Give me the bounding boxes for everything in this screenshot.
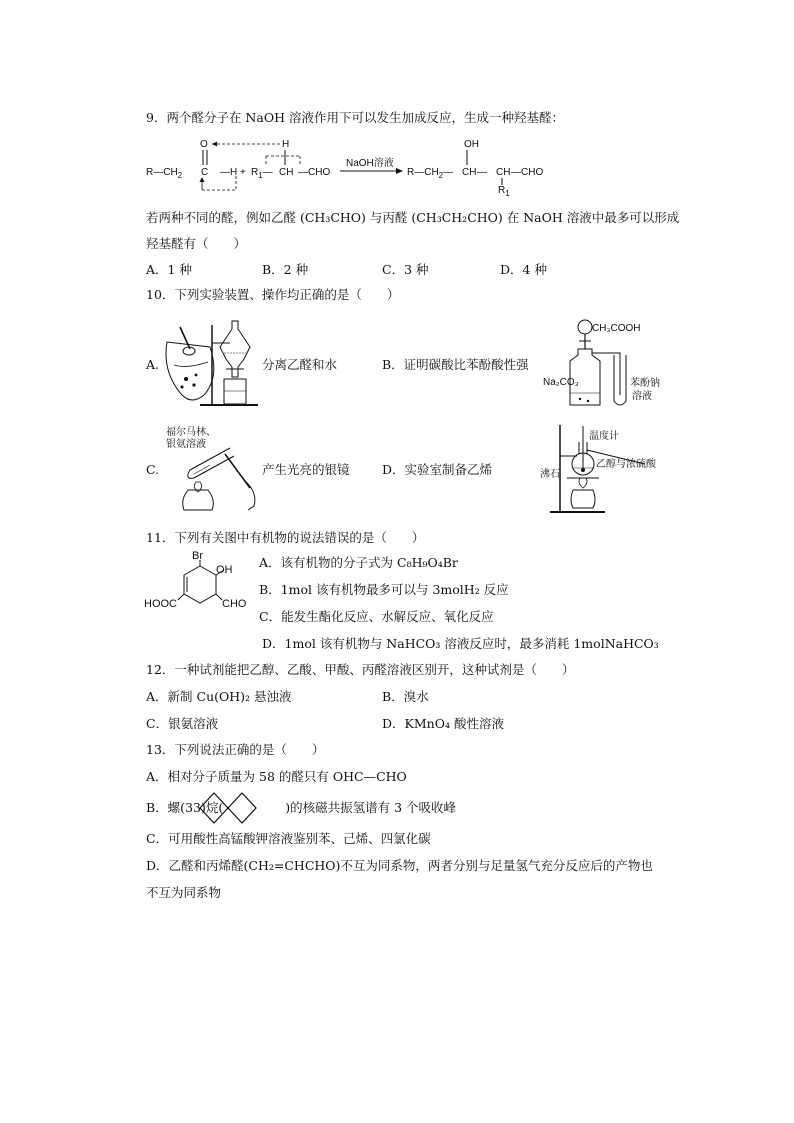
d-label-thermometer: 温度计 xyxy=(589,431,619,442)
spiro-compound-svg xyxy=(198,791,262,825)
alpha-h: H xyxy=(282,139,290,150)
q12-option-b[interactable]: B．溴水 xyxy=(382,689,429,704)
product-dash: — xyxy=(477,167,487,178)
product-ch2: CH xyxy=(496,167,511,178)
q10-stem: 10．下列实验装置、操作均正确的是（ ） xyxy=(146,287,400,302)
q13-option-d-line2: 不互为同系物 xyxy=(146,885,222,900)
q12-stem: 12．一种试剂能把乙醇、乙酸、甲酸、丙醛溶液区别开，这种试剂是（ ） xyxy=(146,662,575,677)
q11-option-b[interactable]: B．1mol 该有机物最多可以与 3molH₂ 反应 xyxy=(259,582,509,597)
q10-option-a-text: 分离乙醛和水 xyxy=(262,357,338,372)
b-label-ch3cooh: CH₃COOH xyxy=(592,323,641,334)
q11-option-a[interactable]: A．该有机物的分子式为 C₈H₉O₄Br xyxy=(259,555,458,570)
product-cho: —CHO xyxy=(511,167,544,178)
reagent-label: NaOH溶液 xyxy=(346,158,394,169)
c-label-reagent-2: 银氨溶液 xyxy=(166,439,206,450)
reactant-r: $R—CH_2$ xyxy=(146,167,183,180)
q9-text-line2: 羟基醛有（ ） xyxy=(146,236,247,251)
b-label-phenol-2: 溶液 xyxy=(632,391,652,402)
q13-option-b[interactable] xyxy=(146,800,456,816)
silver-mirror-illustration xyxy=(170,440,270,515)
q10-option-a-label[interactable]: A. xyxy=(146,357,160,372)
d-label-mixture: 乙醇与浓硫酸 xyxy=(596,459,656,470)
reactant-cho: —CHO xyxy=(298,167,331,178)
b-label-phenol: 苯酚钠 xyxy=(630,378,660,389)
q9-option-c[interactable]: C．3 种 xyxy=(382,262,429,277)
carbonyl-h: —H xyxy=(220,167,238,178)
q9-option-b[interactable]: B．2 种 xyxy=(262,262,309,277)
d-label-boiling-stone: 沸石 xyxy=(540,469,560,480)
q10-option-b[interactable]: B．证明碳酸比苯酚酸性强 xyxy=(382,357,529,372)
carbonyl-c: C xyxy=(201,167,209,178)
q13-option-b-prefix: B．螺(33)烷( xyxy=(146,800,224,815)
q9-stem: 9．两个醛分子在 NaOH 溶液作用下可以发生加成反应，生成一种羟基醛： xyxy=(146,110,564,125)
product-oh: OH xyxy=(464,139,479,150)
substituent-oh: OH xyxy=(216,564,233,576)
b-label-na2co3: Na₂CO₃ xyxy=(543,377,579,388)
q13-option-b-suffix: )的核磁共振氢谱有 3 个吸收峰 xyxy=(285,800,457,815)
q10-option-d[interactable]: D．实验室制备乙烯 xyxy=(382,462,493,477)
substituent-br: Br xyxy=(192,550,203,562)
q13-stem: 13．下列说法正确的是（ ） xyxy=(146,742,325,757)
q11-option-c[interactable]: C．能发生酯化反应、水解反应、氧化反应 xyxy=(259,609,494,624)
q11-option-d[interactable]: D．1mol 该有机物与 NaHCO₃ 溶液反应时，最多消耗 1molNaHCO₃ xyxy=(262,636,659,651)
product-r: $R—CH_2—$ xyxy=(407,167,454,180)
q10-option-c-label[interactable]: C. xyxy=(146,462,160,477)
reactant-ch: CH xyxy=(279,167,294,178)
q13-option-d-line1[interactable]: D．乙醛和丙烯醛(CH₂=CHCHO)不互为同系物，两者分别与足量氢气充分反应后的产物也 xyxy=(146,858,653,873)
q12-option-a[interactable]: A．新制 Cu(OH)₂ 悬浊液 xyxy=(146,689,292,704)
q12-option-d[interactable]: D．KMnO₄ 酸性溶液 xyxy=(382,716,504,731)
q13-option-c[interactable]: C．可用酸性高锰酸钾溶液鉴别苯、己烯、四氯化碳 xyxy=(146,831,431,846)
q9-option-a[interactable]: A．1 种 xyxy=(146,262,192,277)
q10-option-c-text: 产生光亮的银镜 xyxy=(262,462,350,477)
carbonyl-o: O xyxy=(200,139,208,150)
substituent-cho: CHO xyxy=(222,598,247,610)
plus-sign: + xyxy=(240,167,246,178)
product-r1: $R_1$ xyxy=(498,185,510,198)
reaction-bonds-svg xyxy=(0,0,794,200)
substituent-hooc: HOOC xyxy=(144,598,177,610)
q9-text-line1: 若两种不同的醛，例如乙醛 (CH₃CHO) 与丙醛 (CH₃CH₂CHO) 在 NaOH 溶液中最多可以形成 xyxy=(146,210,680,225)
separatory-funnel-illustration xyxy=(162,317,262,412)
c-label-reagent-1: 福尔马林、 xyxy=(166,427,216,438)
q13-option-a[interactable]: A．相对分子质量为 58 的醛只有 OHC—CHO xyxy=(146,769,407,784)
q12-option-c[interactable]: C．银氨溶液 xyxy=(146,716,219,731)
q9-option-d[interactable]: D．4 种 xyxy=(500,262,547,277)
reactant-r1: $R_1—$ xyxy=(251,167,273,180)
product-ch1: CH xyxy=(462,167,477,178)
q11-stem: 11．下列有关图中有机物的说法错误的是（ ） xyxy=(146,530,425,545)
